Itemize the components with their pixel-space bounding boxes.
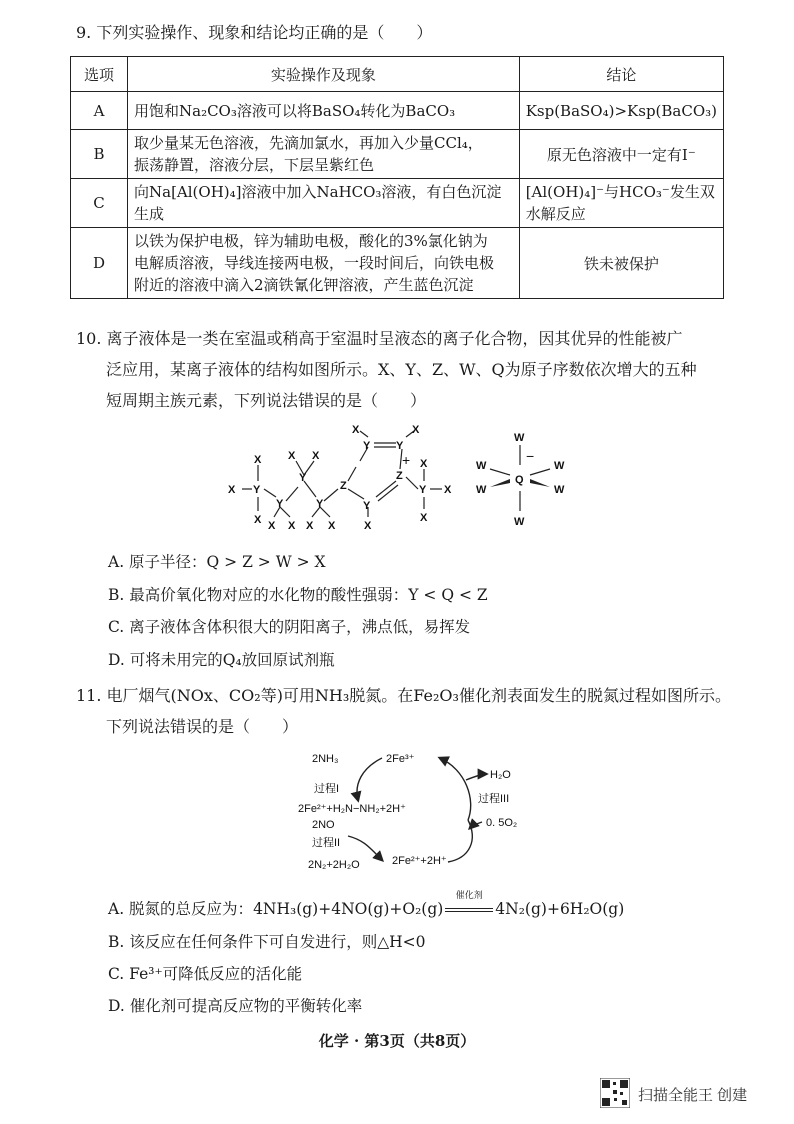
atom-x: X (420, 512, 428, 524)
row-conclusion (519, 179, 723, 228)
atom-y: Y (363, 440, 371, 452)
atom-q: Q (515, 474, 524, 486)
header-option: 选项 (71, 57, 128, 92)
atom-y: Y (299, 472, 307, 484)
atom-x: X (364, 520, 372, 532)
products-label: 2N₂+2H₂O (308, 859, 360, 871)
atom-x: X (254, 454, 262, 466)
operation-line: 以铁为保护电极，锌为辅助电极，酸化的3%氯化钠为 (134, 232, 488, 250)
qr-code-icon (600, 1078, 630, 1108)
q11-option-b: B. 该反应在任何条件下可自发进行，则△H<0 (108, 933, 426, 951)
catalyst-arrow (443, 891, 495, 918)
operation-line: 电解质溶液，导线连接两电极，一段时间后，向铁电极 (134, 254, 495, 272)
operation-line: 取少量某无色溶液，先滴加氯水，再加入少量CCl₄， (134, 134, 483, 152)
row-option: A (71, 92, 128, 130)
stem-line: 短周期主族元素，下列说法错误的是（ ） (106, 391, 427, 410)
page-footer: 化学 · 第3页（共8页） (318, 1032, 476, 1050)
header-conclusion: 结论 (519, 57, 723, 92)
reactant-nh3: 2NH₃ (312, 753, 339, 765)
atom-x: X (328, 520, 336, 532)
atom-x: X (254, 514, 262, 526)
stem-line: 10. 离子液体是一类在室温或稍高于室温时呈液态的离子化合物，因其优异的性能被广 (76, 329, 683, 348)
scanner-watermark: 扫描全能王 创建 (638, 1087, 748, 1104)
row-conclusion (519, 92, 723, 130)
row-operation (128, 228, 520, 299)
process-1-label: 过程I (314, 783, 340, 795)
atom-x: X (306, 520, 314, 532)
table-row (71, 92, 724, 130)
stem-line: 泛应用，某离子液体的结构如图所示。X、Y、Z、W、Q为原子序数依次增大的五种 (106, 360, 697, 379)
cation-charge: + (402, 452, 411, 468)
stem-line: 下列说法错误的是（ ） (106, 717, 299, 736)
row-option: B (71, 130, 128, 179)
arrow-h2o-out (466, 774, 486, 780)
q10-stem (76, 323, 697, 416)
arrow-process-3-lower (448, 820, 472, 862)
row-option: C (71, 179, 128, 228)
row-option: D (71, 228, 128, 299)
q10-option-a: A. 原子半径：Q > Z > W > X (108, 553, 326, 571)
process-2-label: 过程II (312, 837, 341, 849)
denitrification-cycle-diagram (290, 740, 550, 880)
row-operation (128, 130, 520, 179)
conclusion-line: [Al(OH)₄]⁻与HCO₃⁻发生双 (525, 183, 715, 201)
reactant-no: 2NO (312, 819, 335, 831)
row-conclusion (519, 130, 723, 179)
atom-w: W (554, 460, 565, 472)
option-a-left: 4NH₃(g)+4NO(g)+O₂(g) (253, 900, 444, 918)
q11-option-d: D. 催化剂可提高反应物的平衡转化率 (108, 997, 363, 1015)
fe3-ion: 2Fe³⁺ (386, 753, 415, 765)
conclusion-line: 水解反应 (525, 205, 586, 223)
atom-x: X (352, 425, 360, 436)
atom-y: Y (253, 484, 261, 496)
operation-line: 振荡静置，溶液分层，下层呈紫红色 (134, 156, 375, 174)
q10-option-b: B. 最高价氧化物对应的水化物的酸性强弱：Y < Q < Z (108, 586, 488, 604)
operation-line: 向Na[Al(OH)₄]溶液中加入NaHCO₃溶液，有白色沉淀 (134, 183, 502, 201)
conclusion-line: 铁未被保护 (583, 254, 659, 273)
table-row (71, 130, 724, 179)
q11-option-c: C. Fe³⁺可降低反应的活化能 (108, 965, 303, 983)
header-operation: 实验操作及现象 (128, 57, 520, 92)
row-conclusion (519, 228, 723, 299)
atom-x: X (312, 450, 320, 462)
q11-option-a (108, 891, 625, 919)
arrow-process-2 (348, 836, 382, 860)
atom-x: X (288, 520, 296, 532)
reactant-o2: 0. 5O₂ (486, 817, 518, 829)
arrow-o2-in (470, 822, 482, 828)
operation-line: 生成 (134, 205, 165, 223)
q11-stem (76, 680, 731, 742)
atom-z: Z (396, 470, 403, 482)
atom-w: W (514, 432, 525, 444)
atom-w: W (476, 460, 487, 472)
atom-y: Y (419, 484, 427, 496)
operation-line: 用饱和Na₂CO₃溶液可以将BaSO₄转化为BaCO₃ (134, 101, 456, 120)
q10-option-c: C. 离子液体含体积很大的阴阳离子，沸点低，易挥发 (108, 618, 471, 636)
atom-y: Y (396, 440, 404, 452)
q10-option-d: D. 可将未用完的Q₄放回原试剂瓶 (108, 651, 335, 669)
atom-w: W (554, 484, 565, 496)
arrow-process-1 (357, 758, 382, 800)
atom-w: W (476, 484, 487, 496)
ionic-liquid-structure (220, 425, 600, 535)
atom-w: W (514, 516, 525, 528)
arrow-process-3-upper (440, 758, 471, 820)
atom-x: X (412, 425, 420, 436)
atom-x: X (444, 484, 452, 496)
q9-table (70, 56, 724, 299)
catalyst-label: 催化剂 (455, 891, 483, 901)
atom-x: X (228, 484, 236, 496)
fe2-ion: 2Fe²⁺+2H⁺ (392, 855, 447, 867)
anion-charge: − (526, 448, 535, 464)
table-row (71, 228, 724, 299)
product-h2o: H₂O (490, 769, 511, 781)
conclusion-line: Ksp(BaSO₄)>Ksp(BaCO₃) (525, 101, 717, 120)
q9-stem: 9. 下列实验操作、现象和结论均正确的是（ ） (76, 23, 433, 42)
conclusion-line: 原无色溶液中一定有I⁻ (546, 145, 696, 164)
table-row (71, 179, 724, 228)
option-a-right: 4N₂(g)+6H₂O(g) (495, 900, 625, 918)
intermediate-label: 2Fe²⁺+H₂N−NH₂+2H⁺ (298, 803, 406, 815)
row-operation (128, 179, 520, 228)
process-3-label: 过程III (478, 793, 510, 805)
atom-y: Y (316, 498, 324, 510)
atom-z: Z (340, 480, 347, 492)
atom-x: X (420, 458, 428, 470)
atom-x: X (268, 520, 276, 532)
option-a-prefix: A. 脱氮的总反应为： (108, 900, 254, 918)
row-operation (128, 92, 520, 130)
equilibrium-bar (445, 908, 493, 912)
table-header-row (71, 57, 724, 92)
atom-x: X (288, 450, 296, 462)
atom-y: Y (276, 498, 284, 510)
stem-line: 11. 电厂烟气(NOx、CO₂等)可用NH₃脱氮。在Fe₂O₃催化剂表面发生的脱氮过程如图所示。 (76, 686, 731, 705)
atom-y: Y (363, 500, 371, 512)
operation-line: 附近的溶液中滴入2滴铁氰化钾溶液，产生蓝色沉淀 (134, 276, 474, 294)
